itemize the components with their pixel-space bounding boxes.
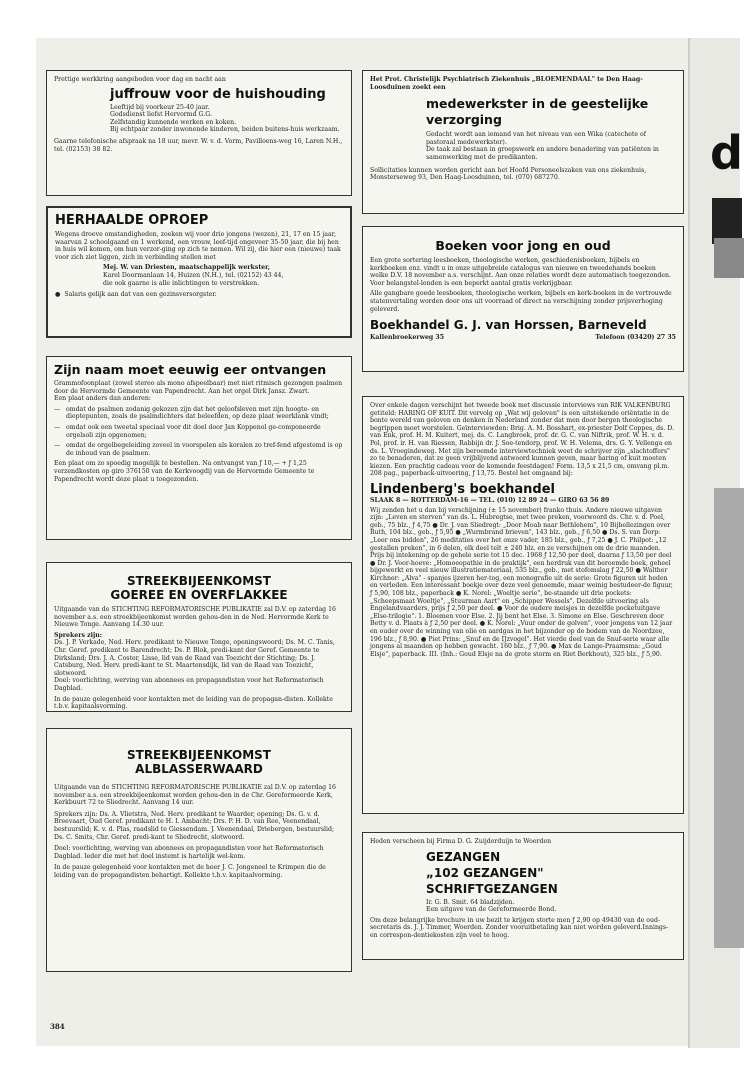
ad-body: Wegens droeve omstandigheden, zoeken wij voor drie jongens (wezen), 21, 17 en 15 jaar, waarvan 2 schoolgaand en 1 werkend, een vrouw, leef-tijd ongeveer 35-50 jaar, die bij hen in huis wil komen, om hun verzor-ging op zich te nemen. Wil zij, die hier een (nieuwe) taak voor zich ziet liggen, zich in verbinding stellen met	[55, 231, 341, 261]
partial-photo	[714, 488, 744, 948]
shop-phone: Telefoon (03420) 27 35	[595, 334, 676, 342]
publisher: Een uitgave van de Gereformeerde Bond.	[426, 906, 557, 914]
page-number: 384	[50, 1022, 65, 1031]
speakers: Ds. J. P. Verkade, Ned. Herv. predikant te Nieuwe Tonge, openingswoord; Ds. M. C. Tanis, Chr. Geref. predikant te Barendrecht; Ds. P. Blok, predi-kant der Geref. Gemeente te Dirksland; Drs. J. A. Coster, Lisse, lid van de Raad van Toezicht der Stichting; Ds. J. Catsburg, Ned. Herv. predi-kant te St. Maartensdijk, lid van de Raad van Toezicht, slotwoord.	[54, 639, 335, 677]
title-line: „102 GEZANGEN"	[426, 865, 544, 880]
ad-streekbijeenkomst-alblasserwaard	[46, 728, 352, 972]
ad-heading: HERHAALDE OPROEP	[55, 213, 209, 228]
speakers: Sprekers zijn: Ds. A. Vlietstra, Ned. Herv. predikant te Waarder, opening; Ds. G. v. d. Breevaart, Oud Geref. predikant te H. I. Ambacht; Drs. P. H. D. van Ree, Veenendaal, bestuurslid; K. v. d. Plas, raadslid te Giessendam. J. Veenendaal, Driebergen, bestuurslid; Ds. C. Smits, Chr. Geref. predi-kant te Sliedrecht, slotwoord.	[54, 810, 335, 841]
ad-line: Bij echtpaar zonder inwonende kinderen, beiden buitens-huis werkzaam.	[110, 126, 340, 134]
ad-line: Godsdienst liefst Hervormd G.G.	[110, 111, 212, 119]
partial-photo-top	[714, 238, 744, 278]
ad-intro: Heden verscheen bij Firma D. G. Zuijderduijn te Woerden	[370, 838, 552, 845]
ad-herhaalde-oproep	[46, 206, 352, 338]
reason-item: — omdat de orgelbegeleiding zoveel in voorspelen als koralen zo tref-fend afgestemd is op de inhoud van de psalmen.	[54, 442, 343, 457]
title-line: SCHRIFTGEZANGEN	[426, 881, 558, 896]
ad-line: De taak zal bestaan in groepswerk en andere benadering van patiënten in samenwerking met de predikanten.	[426, 146, 659, 161]
ad-heading: Lindenberg's boekhandel	[370, 481, 556, 497]
ad-intro: Prettige werkkring aangeboden voor dag en nacht aan	[54, 76, 226, 83]
ad-doel: Doel: voorlichting, werving van abonnees en propagandisten voor het Reformatorisch Dagblad. Ieder die met het doel instemt is hartelijk wel-kom.	[54, 845, 324, 860]
ad-gezangen	[362, 832, 684, 960]
reason-item: — omdat de psalmen zodanig gekozen zijn dat het geloofsleven met zijn hoogte- en dieptepunten, zoals de psalmdichters dat beleefden, op deze plaat weerklank vindt;	[54, 405, 329, 421]
ad-van-horssen	[362, 226, 684, 372]
ad-line: Gedacht wordt aan iemand van het niveau van een Wika (catechete of pastoraal medewerkster).	[426, 131, 646, 146]
contact-address: Karel Doormanlaan 14, Huizen (N.H.), tel. (02152) 43 44,	[103, 271, 284, 279]
ad-heading: STREEKBIJEENKOMST	[126, 574, 271, 588]
contact-name: Mej. W. van Driesten, maatschappelijk werkster,	[103, 264, 271, 272]
ad-pause: In de pauze gelegenheid voor kontakten met de leiding van de propagan-disten. Kollekte t.b.v. kapitaalsvorming.	[54, 695, 333, 711]
ad-paragraph: Alle gangbare goede leesboeken, theologische werken, bijbels en kerk-boeken in de vertrouwde statenvertaling worden door ons uit voorraad of direct na verschijning zonder prijsverhoging geleverd.	[370, 290, 672, 313]
speakers-label: Sprekers zijn:	[54, 631, 102, 639]
contact-note: die ook gaarne is alle inlichtingen te verstrekken.	[103, 279, 260, 287]
shop-address: SLAAK 8 — ROTTERDAM-16 — TEL. (010) 12 89 24 — GIRO 63 56 89	[370, 496, 610, 504]
ad-heading: Zijn naam moet eeuwig eer ontvangen	[54, 362, 327, 377]
title-line: GEZANGEN	[426, 849, 501, 864]
partial-headline-letter: d	[710, 126, 743, 180]
ad-heading: Boeken voor jong en oud	[435, 238, 611, 253]
bullet-icon: ●	[55, 291, 61, 299]
reasons-intro: Een plaat anders dan anderen:	[54, 395, 151, 403]
ad-bloemendaal	[362, 70, 684, 214]
ad-contact: Sollicitaties kunnen worden gericht aan het Hoofd Personeelszaken van ons ziekenhuis, Monsterseweg 93, Den Haag-Loosduinen, tel. (070) 687270.	[370, 166, 647, 182]
ad-body: Wij zenden het u dan bij verschijning (± 15 november) franko thuis. Andere nieuwe uitgaven zijn: „Leven en sterven" van ds. L. Hubregtse, met twee preken, voorwoord ds. Chr. v. d. Poel, geb., 75 blz., ƒ 4,75 ● Dr. J. van Sliedregt: „Door Moab naar Bethlehem", 10 Bijbellezingen over Ruth, 104 blz., geb., ƒ 5,95 ● „Wurmbrand brieven", 143 blz., geb., ƒ 6,50 ● Ds. S. van Dorp: „Leer ons bidden", 26 meditaties over het onze vader, 185 blz., geb., ƒ 7,25 ● J. C. Philpot: „12 gestallen preken", in 6 delen, elk deel telt ± 240 blz. en ze verschijnen om de drie maanden. Prijs bij intekening op de gehele serie tot 15 dec. 1968 ƒ 12,50 per deel, daarna ƒ 13,50 per deel ● Dr. J. Voor-hoeve: „Homoeopathie in de praktijk", een herdruk van dit beroemde boek, geheel bijgewerkt en veel nieuw illustratiemateriaal, 535 blz., geb., met stofomslag ƒ 22,50 ● Walther Kirchner: „Alva" - spanjes ijzeren her-tog, een monografie uit de serie: Grote figuren uit heden en verleden. Een interessant boekje over deze veel genoemde, maar weinig bestudeer-de figuur, ƒ 5,90, 108 blz., paperback ● K. Norel: „Woeltje serie", be-staande uit drie pockets: „Scheepsmaat Woeltje", „Stuurman Aart" en „Schipper Wessels". Dezelfde uitvoering als Engelandvaarders, prijs ƒ 2,50 per deel. ● Voor de oudere meisjes in dezelfde pocketuitgave „Else-trilogie". 1. Bloemen voor Else. 2. Jij bent het Else. 3. Simone en Else. Geschreven door Betty v. d. Plaats à ƒ 2,50 per deel. ● K. Norel: „Vuur onder de golven", voor jongens van 12 jaar en ouder over de winning van olie en aardgas in het bijzonder op de bodem van de Noordzee, 196 blz., ƒ 8,90. ● Piet Prins: „Snuf en de IJzvogel". Het vierde deel van de Snuf-serie waar alle jongens al maanden op hebben gewacht. 160 blz., ƒ 7,90. ● Max de Lange-Praamsma: „Goud Elsje", paperback. III. (Inh.: Goud Elsje na de grote storm en Riet Berkhout), 325 blz., ƒ 5,90.	[370, 506, 673, 658]
ad-pause: In de pauze gelegenheid voor kontakten met de heer J. C. Jongeneel te Krimpen die de leiding van de propagandisten behartigt. Kollekte t.b.v. kapitaalvorming.	[54, 864, 326, 879]
ad-intro: Het Prot. Christelijk Psychiatrisch Ziekenhuis „BLOEMENDAAL" te Den Haag-Loosduinen zoekt een	[370, 76, 643, 91]
ad-streekbijeenkomst-goeree	[46, 562, 352, 712]
salary-note: Salaris gelijk aan dat van een gezinsversorgster.	[64, 291, 217, 299]
reason-item: — omdat ook een tweetal speciaal voor dit doel door Jan Koppenol ge-componeerde orgelsoli zijn opgenomen;	[54, 423, 321, 439]
ad-grammofoonplaat	[46, 356, 352, 540]
ad-contact: Gaarne telefonische afspraak na 18 uur, mevr. W. v. d. Vorm, Pavilloens-weg 16, Laren N.H., tel. (02153) 38 82.	[54, 137, 343, 153]
order-info: Een plaat om zo spoedig mogelijk te bestellen. Na ontvangst van ƒ 10,— + ƒ 1,25 verzendkosten op giro 376150 van de Kerkvoogdij van de Hervormde Gemeente te Papendrecht wordt deze plaat u toegezonden.	[54, 460, 315, 483]
ad-heading: medewerkster in de geestelijke verzorging	[426, 96, 649, 128]
shop-address: Kallenbroekerweg 35	[370, 334, 445, 342]
ad-line: Leeftijd bij voorkeur 25-40 jaar.	[110, 103, 210, 111]
ad-doel: Doel: voorlichting, werving van abonnees en propagandisten voor het Reformatorisch Dagblad.	[54, 677, 324, 692]
ad-housekeeper	[46, 70, 352, 196]
ad-intro: Grammofoonplaat (zowel stereo als mono afspeelbaar) met niet ritmisch gezongen psalmen door de Hervormde Gemeente van Papendrecht. Aan het orgel Dirk Jansz. Zwart.	[54, 380, 343, 395]
ad-subheading: GOEREE EN OVERFLAKKEE	[110, 588, 288, 602]
ad-line: Zelfstandig kunnende werken en koken.	[110, 118, 237, 126]
ad-intro: Uitgaande van de STICHTING REFORMATORISCHE PUBLIKATIE zal D.V. op zaterdag 16 november a.s. een streekbijeenkomst worden gehou-den in de Ned. Hervormde Kerk te Nieuwe Tonge. Aanvang 14.30 uur.	[54, 606, 336, 629]
ad-intro: Uitgaande van de STICHTING REFORMATORISCHE PUBLIKATIE zal D.V. op zaterdag 16 november a.s. een streekbijeenkomst worden gehou-den in de Chr. Gereformeerde Kerk, Kerkbuurt 72 te Sliedrecht. Aanvang 14 uur.	[54, 784, 336, 807]
ad-paragraph: Een grote sortering leesboeken, theologische werken, geschiedenisboeken, bijbels en kerkboeken enz. vindt u in onze uitgebreide catalogus van nieuwe en tweedehands boeken welke D.V. 18 november a.s. verschijnt. Aan onze relaties wordt deze automatisch toegezonden. Voor belangstel-lenden is een beperkt aantal gratis verkrijgbaar.	[370, 257, 671, 287]
ad-intro: Over enkele dagen verschijnt het tweede boek met discussie interviews van RIK VALKENBURG getiteld: HARING OF KUIT. Dit vervolg op „Wat wij geloven" is een uitstekende oriëntatie in de bonte wereld van geloven en denken in Nederland zonder dat men door bergen theologische begrippen moet worstelen. Geïnterviewden: Brig. A. M. Bosshart, ex-priester Dolf Coppes, ds. D. van Enk, prof. H. M. Kuitert, mej. ds. C. Langbroek, prof. dr. G. C. van Niftrik, prof. W. H. v. d. Pol, prof. ir. H. van Riessen, Rabbijn dr. J. Soe-tendorp, prof. W. H. Velema, drs. G. Y. Vellenga en ds. L. Vroegindeweg. Met zijn beroemde interviewtechniek weet de schrijver zijn „slachtoffers" zo te benaderen, dat ze geen vrijblijvend antwoord kunnen geven, maar haring of kuit moeten kiezen. Een prachtig cadeau voor de komende feestdagen! Form. 13,5 x 21,5 cm, omvang pl.m. 208 pag., paperback-uitvoering, ƒ 13,75. Bestel het omgaand bij:	[370, 402, 674, 478]
ad-subheading: ALBLASSERWAARD	[135, 762, 263, 776]
order-info: Om deze belangrijke brochure in uw bezit te krijgen storte men ƒ 2,90 op 49430 van de oud-secretaris ds. J. J. Timmer, Woerden. Zonder vooruitbetaling kan niet worden geleverd.Innings- en correspon-dentiekosten zijn veel te hoog.	[370, 916, 669, 939]
author: Ir. G. B. Smit. 64 bladzijden.	[426, 898, 515, 906]
adjacent-page-edge	[688, 38, 743, 1048]
ad-lindenberg	[362, 396, 684, 814]
ad-heading: STREEKBIJEENKOMST	[126, 748, 271, 762]
shop-name: Boekhandel G. J. van Horssen, Barneveld	[370, 318, 647, 333]
ad-heading: juffrouw voor de huishouding	[110, 86, 326, 102]
